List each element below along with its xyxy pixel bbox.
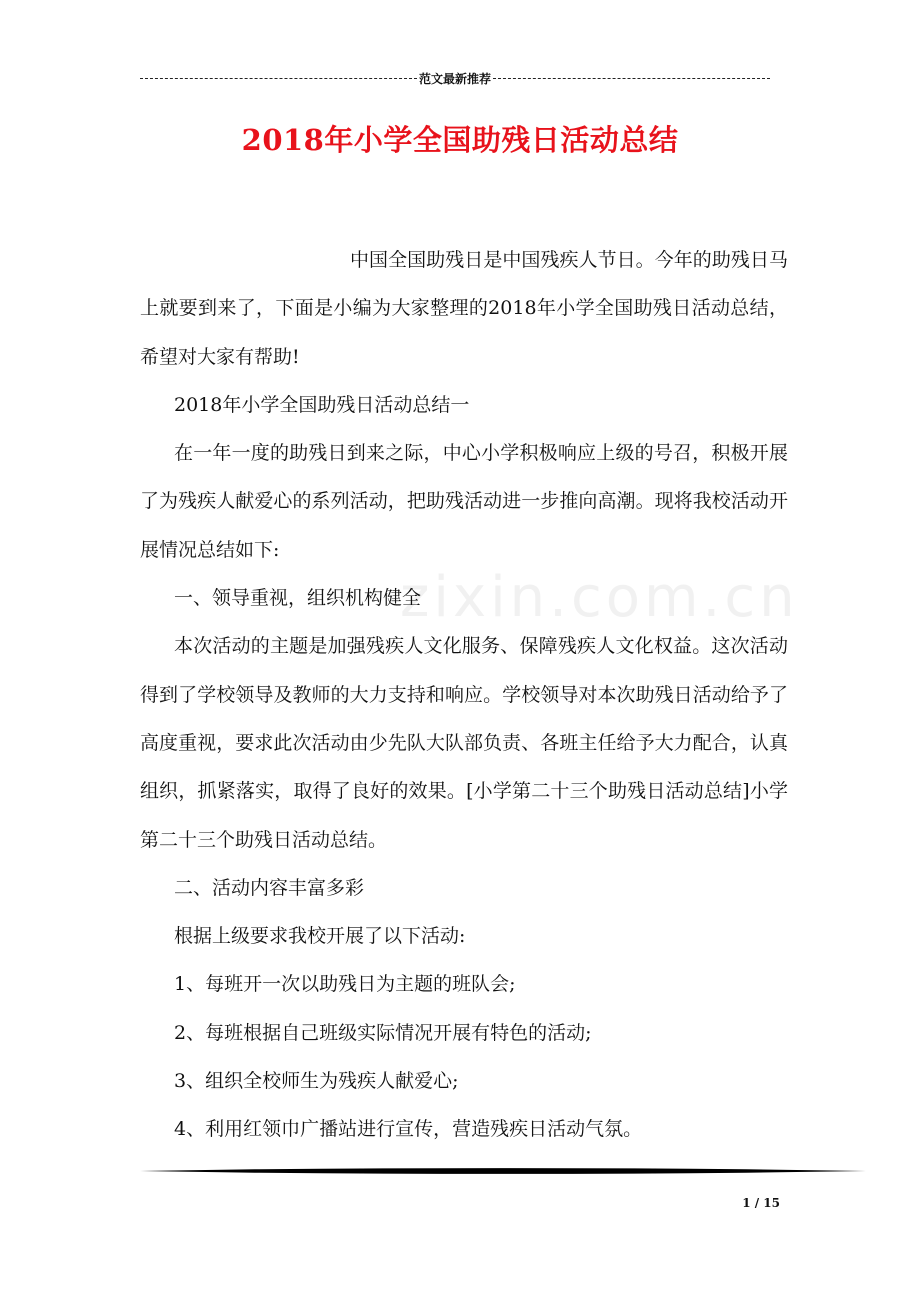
footer-rule (140, 1166, 866, 1176)
subheading: 二、活动内容丰富多彩 (174, 876, 365, 899)
header-dash-right (493, 78, 770, 79)
document-body (140, 236, 788, 1154)
subheading: 一、领导重视，组织机构健全 (174, 587, 422, 610)
watermark: zixin.com.cn (400, 565, 799, 630)
header-label: 范文最新推荐 (419, 71, 492, 86)
document-title: 2018年小学全国助残日活动总结 (241, 123, 679, 157)
list-item: 1、每班开一次以助残日为主题的班队会; (174, 973, 516, 996)
section-heading: 2018年小学全国助残日活动总结一 (174, 393, 470, 416)
paragraph: 本次活动的主题是加强残疾人文化服务、保障残疾人文化权益。这次活动得到了学校领导及教师的大力支持和响应。学校领导对本次助残日活动给予了高度重视，要求此次活动由少先队大队部负责、各班主任给予大力配合，认真组织，抓紧落实，取得了良好的效果。[小学第二十三个助残日活动总结]小学第二十三个助残日活动总结。 (140, 635, 788, 851)
list-item: 4、利用红领巾广播站进行宣传，营造残疾日活动气氛。 (174, 1118, 643, 1141)
list-item: 3、组织全校师生为残疾人献爱心; (174, 1070, 459, 1093)
list-item: 2、每班根据自己班级实际情况开展有特色的活动; (174, 1021, 592, 1044)
paragraph: 在一年一度的助残日到来之际，中心小学积极响应上级的号召，积极开展了为残疾人献爱心的系列活动，把助残活动进一步推向高潮。现将我校活动开展情况总结如下: (140, 442, 788, 561)
page-header (140, 68, 770, 88)
header-dash-left (140, 78, 417, 79)
paragraph: 根据上级要求我校开展了以下活动: (174, 925, 466, 948)
page-number: 1 / 15 (742, 1196, 780, 1210)
intro-paragraph: 中国全国助残日是中国残疾人节日。今年的助残日马上就要到来了，下面是小编为大家整理的2018年小学全国助残日活动总结，希望对大家有帮助! (140, 249, 788, 368)
